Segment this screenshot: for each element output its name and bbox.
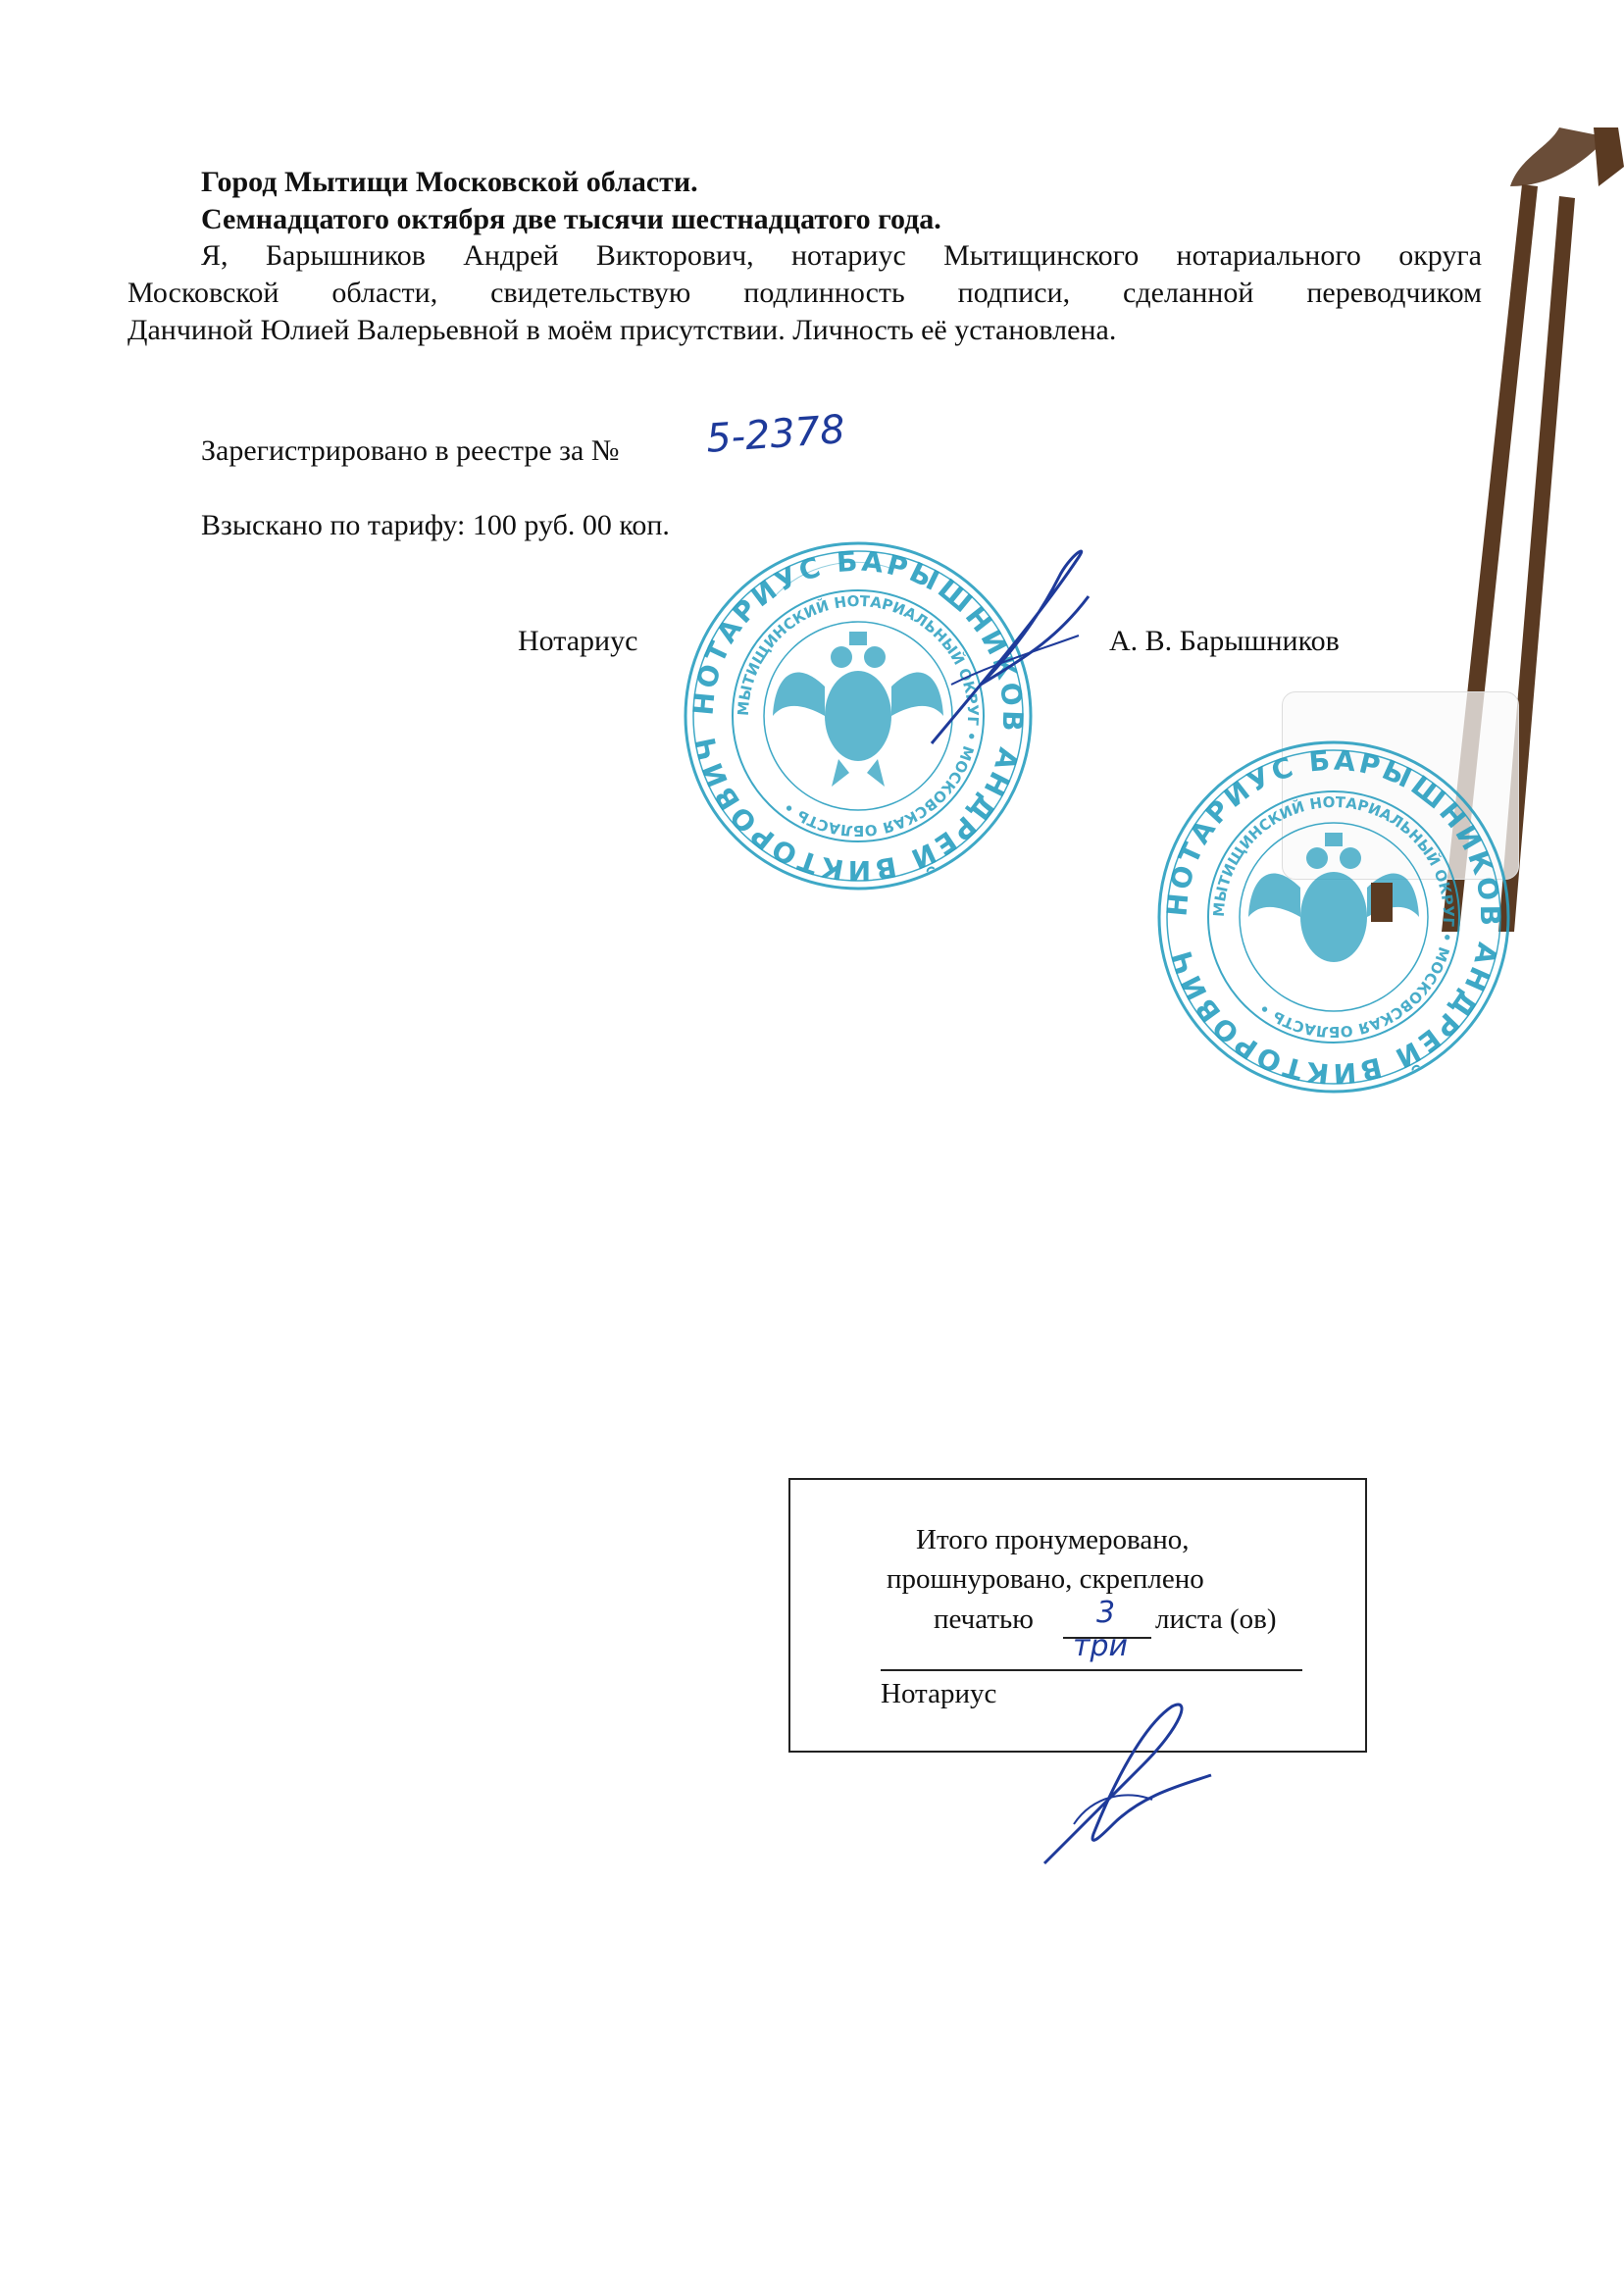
- seal-inner-text: МЫТИЩИНСКИЙ НОТАРИАЛЬНЫЙ ОКРУГ • МОСКОВСКАЯ ОБЛАСТЬ •: [734, 591, 983, 840]
- fee-text: Взыскано по тарифу: 100 руб. 00 коп.: [201, 509, 670, 541]
- binding-notary-label: Нотариус: [881, 1678, 997, 1709]
- binding-line-2: прошнуровано, скреплено: [887, 1563, 1204, 1595]
- seal2-outer-text: НОТАРИУС БАРЫШНИКОВ АНДРЕЙ ВИКТОРОВИЧ: [1160, 743, 1507, 1091]
- certification-line-3: Данчиной Юлией Валерьевной в моём присутствии. Личность её установлена.: [127, 314, 1117, 346]
- seal2-inner-text: МЫТИЩИНСКИЙ НОТАРИАЛЬНЫЙ ОКРУГ • МОСКОВСКАЯ ОБЛАСТЬ •: [1209, 792, 1458, 1042]
- registry-label: Зарегистрировано в реестре за №: [201, 434, 620, 467]
- binding-line-1: Итого пронумеровано,: [916, 1524, 1190, 1555]
- eagle-emblem-icon: [773, 632, 943, 787]
- city-heading: Город Мытищи Московской области.: [201, 166, 698, 198]
- sheet-count-words-handwritten: три: [1073, 1629, 1129, 1663]
- binding-line-3-prefix: печатью: [934, 1604, 1034, 1635]
- notary-signature-main: [922, 537, 1098, 753]
- eagle-emblem-icon: [1248, 833, 1419, 962]
- notary-title: Нотариус: [518, 625, 638, 657]
- certification-line-2: Московской области, свидетельствую подлинность подписи, сделанной переводчиком: [127, 277, 1482, 309]
- registry-number-handwritten: 5-2378: [704, 407, 847, 462]
- sheet-count-handwritten: 3: [1096, 1596, 1116, 1630]
- date-heading: Семнадцатого октября две тысячи шестнадцатого года.: [201, 203, 941, 235]
- seal-outer-text: НОТАРИУС БАРЫШНИКОВ АНДРЕЙ ВИКТОРОВИЧ: [686, 544, 1030, 888]
- notary-signature-binding: [1035, 1687, 1221, 1873]
- notary-name: А. В. Барышников: [1109, 625, 1340, 657]
- binding-line-3-suffix: листа (ов): [1155, 1604, 1277, 1635]
- certification-line-1: Я, Барышников Андрей Викторович, нотариус Мытищинского нотариального округа: [201, 239, 1482, 272]
- notary-seal-binding: [1138, 726, 1530, 1108]
- binding-underline: [881, 1669, 1302, 1671]
